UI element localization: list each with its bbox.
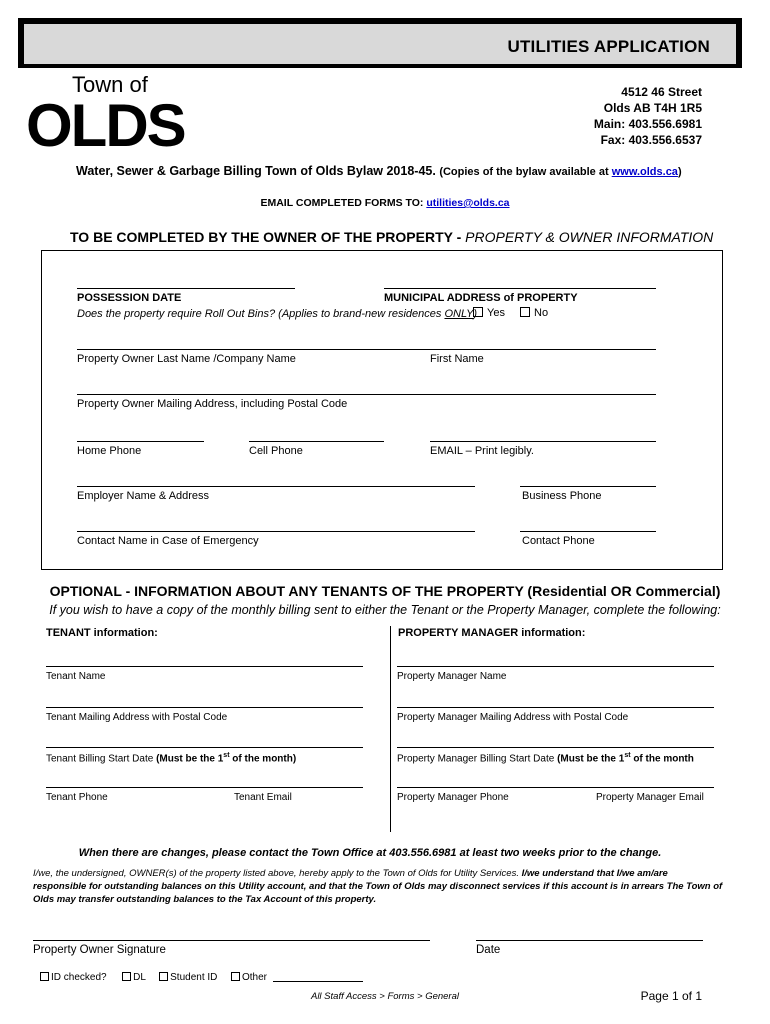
page-title: UTILITIES APPLICATION [507,37,710,56]
footer-path: All Staff Access > Forms > General [310,991,459,1002]
manager-billing-line[interactable] [397,747,714,748]
mailing-address-label: Property Owner Mailing Address, including Postal Code [77,398,348,410]
bylaw-link[interactable]: www.olds.ca [611,166,678,178]
employer-line[interactable] [77,486,475,487]
mailing-address-line[interactable] [77,394,656,395]
owner-heading-italic: PROPERTY & OWNER INFORMATION [465,229,714,245]
email-line[interactable] [430,441,656,442]
manager-billing-bold-end: of the month [630,753,694,765]
tenant-column-divider [390,626,391,832]
bins-question-only: ONLY [444,308,474,320]
page-number: Page 1 of 1 [640,989,702,1003]
dl-checkbox[interactable] [122,972,131,981]
tenant-phone-label: Tenant Phone [46,792,108,803]
manager-billing-bold: (Must be the 1 [557,753,625,765]
email-label: EMAIL – Print legibly. [430,445,534,457]
tenant-billing-label [46,752,296,764]
bylaw-note-suffix: ) [677,166,682,178]
id-checked-checkbox[interactable] [40,972,49,981]
declaration-text [33,867,723,906]
tenant-address-label: Tenant Mailing Address with Postal Code [46,712,228,723]
yes-label: Yes [487,307,505,319]
bylaw-note-prefix: (Copies of the bylaw available at [439,166,612,178]
owner-name-line[interactable] [77,349,656,350]
manager-billing-pre: Property Manager Billing Start Date [397,753,558,765]
manager-billing-label [397,752,694,764]
tenant-section-subheading: If you wish to have a copy of the monthly billing sent to either the Tenant or the Property Manager, complete the following: [49,603,721,617]
manager-name-line[interactable] [397,666,714,667]
bins-yes-option[interactable] [473,307,505,319]
dl-label: DL [133,972,146,983]
tenant-info-title: TENANT information: [46,627,158,639]
business-phone-line[interactable] [520,486,656,487]
manager-phone-label: Property Manager Phone [397,792,509,803]
manager-billing-st: st [624,752,631,759]
owner-section-heading [70,229,713,245]
address-block [594,84,702,148]
bins-question [77,308,477,320]
date-label: Date [476,944,501,956]
owner-heading-bold: TO BE COMPLETED BY THE OWNER OF THE PROPERTY - [70,229,466,245]
possession-date-label: POSSESSION DATE [77,292,182,304]
tenant-contact-line[interactable] [46,787,363,788]
contact-phone-label: Contact Phone [522,535,595,547]
home-phone-line[interactable] [77,441,204,442]
tenant-name-label: Tenant Name [46,671,106,682]
tenant-section-heading: OPTIONAL - INFORMATION ABOUT ANY TENANTS OF THE PROPERTY (Residential OR Commercial) [49,583,721,599]
declaration-normal: I/we, the undersigned, OWNER(s) of the property listed above, hereby apply to the Town of Olds for Utility Services. [33,868,522,879]
other-label: Other [241,972,267,983]
address-city: Olds AB T4H 1R5 [603,101,702,115]
bylaw-line [76,164,682,178]
tenant-billing-pre: Tenant Billing Start Date [46,753,157,765]
signature-label: Property Owner Signature [33,944,166,956]
staff-checks [40,972,363,983]
municipal-address-line[interactable] [384,288,656,289]
possession-date-line[interactable] [77,288,295,289]
business-phone-label: Business Phone [522,490,602,502]
tenant-name-line[interactable] [46,666,363,667]
manager-contact-line[interactable] [397,787,714,788]
home-phone-label: Home Phone [77,445,142,457]
first-name-label: First Name [430,353,484,365]
manager-email-label: Property Manager Email [596,792,704,803]
no-label: No [534,307,549,319]
student-id-label: Student ID [170,972,218,983]
logo-town-of: Town of [72,72,148,97]
no-checkbox[interactable] [520,307,530,317]
manager-name-label: Property Manager Name [397,671,507,682]
email-link[interactable]: utilities@olds.ca [426,197,510,209]
yes-checkbox[interactable] [473,307,483,317]
declaration-bold: I/we understand that I/we am/are responsible for outstanding balances on this Utility account, and that the Town of Olds may disconnect services if this account is in arrears The Town of Olds may transfer outstanding balances to the Tax Account of this property. [33,868,723,905]
bylaw-text: Water, Sewer & Garbage Billing Town of Olds Bylaw 2018-45. [76,164,436,178]
bylaw-note [439,166,681,178]
changes-notice: When there are changes, please contact the Town Office at 403.556.6981 at least two weeks prior to the change. [78,847,662,859]
municipal-address-label: MUNICIPAL ADDRESS of PROPERTY [384,292,578,304]
bins-question-post: ) [473,308,478,320]
owner-last-name-label: Property Owner Last Name /Company Name [77,353,296,365]
tenant-billing-bold: (Must be the 1 [156,753,224,765]
emergency-contact-label: Contact Name in Case of Emergency [77,535,259,547]
email-prefix: EMAIL COMPLETED FORMS TO: [260,197,427,209]
date-line[interactable] [476,940,703,941]
email-instructions [0,197,770,209]
signature-line[interactable] [33,940,430,941]
address-main-phone: Main: 403.556.6981 [593,117,702,131]
tenant-billing-bold-end: of the month) [229,753,297,765]
bins-no-option[interactable] [520,307,548,319]
other-checkbox[interactable] [231,972,240,981]
contact-phone-line[interactable] [520,531,656,532]
manager-address-line[interactable] [397,707,714,708]
student-id-checkbox[interactable] [159,972,168,981]
address-street: 4512 46 Street [621,85,702,99]
cell-phone-label: Cell Phone [249,445,303,457]
bins-question-pre: Does the property require Roll Out Bins? (Applies to brand-new residences [77,308,445,320]
employer-label: Employer Name & Address [77,490,210,502]
tenant-email-label: Tenant Email [234,792,292,803]
other-line[interactable] [273,981,363,982]
address-fax: Fax: 403.556.6537 [600,133,702,147]
tenant-address-line[interactable] [46,707,363,708]
cell-phone-line[interactable] [249,441,384,442]
id-checked-label: ID checked? [51,972,107,983]
owner-info-box [41,250,723,570]
logo-olds: OLDS [26,92,185,159]
tenant-billing-st: st [223,752,230,759]
manager-address-label: Property Manager Mailing Address with Postal Code [397,712,629,723]
tenant-billing-line[interactable] [46,747,363,748]
emergency-contact-line[interactable] [77,531,475,532]
manager-info-title: PROPERTY MANAGER information: [398,627,586,639]
